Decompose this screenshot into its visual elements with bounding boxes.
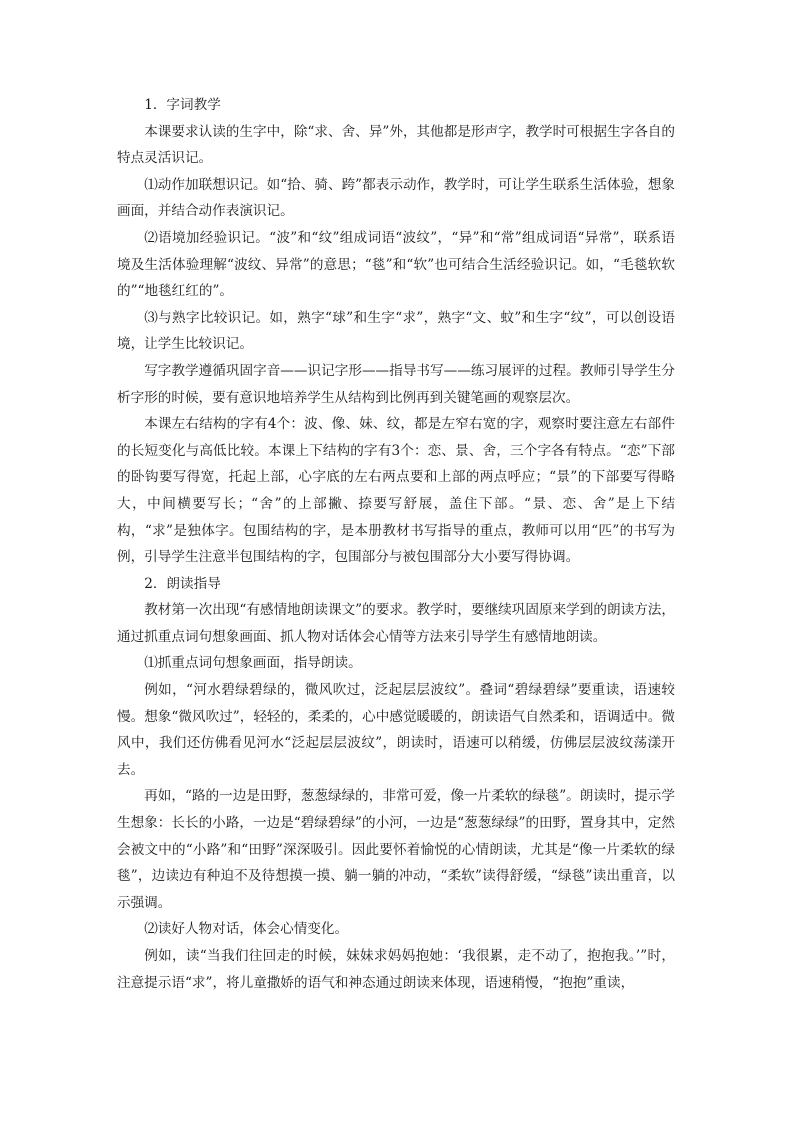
paragraph: 写字教学遵循巩固字音——识记字形——指导书写——练习展评的过程。教师引导学生分析字形的时候，要有意识地培养学生从结构到比例再到关键笔画的观察层次。 bbox=[117, 362, 675, 406]
paragraph: 例如，“河水碧绿碧绿的，微风吹过，泛起层层波纹”。叠词“碧绿碧绿”要重读，语速较慢。想象“微风吹过”，轻轻的，柔柔的，心中感觉暖暖的，朗读语气自然柔和，语调适中。微风中，我们还仿佛看见河水“泛起层层波纹”，朗读时，语速可以稍缓，仿佛层层波纹荡漾开去。 bbox=[117, 682, 675, 778]
paragraph: ⑶与熟字比较识记。如，熟字“球”和生字“求”，熟字“文、蚊”和生字“纹”，可以创设语境，让学生比较识记。 bbox=[117, 309, 675, 353]
paragraph: 本课要求认读的生字中，除“求、舍、异”外，其他都是形声字，教学时可根据生字各自的特点灵活识记。 bbox=[117, 123, 675, 167]
paragraph: ⑴动作加联想识记。如“拾、骑、跨”都表示动作，教学时，可让学生联系生活体验，想象画面，并结合动作表演识记。 bbox=[117, 176, 675, 220]
paragraph: 教材第一次出现“有感情地朗读课文”的要求。教学时，要继续巩固原来学到的朗读方法，通过抓重点词句想象画面、抓人物对话体会心情等方法来引导学生有感情地朗读。 bbox=[117, 602, 675, 645]
paragraph: 再如，“路的一边是田野，葱葱绿绿的，非常可爱，像一片柔软的绿毯”。朗读时，提示学生想象：长长的小路，一边是“碧绿碧绿”的小河，一边是“葱葱绿绿”的田野，置身其中，定然会被文中的“小路”和“田野”深深吸引。因此要怀着愉悦的心情朗读，尤其是“像一片柔软的绿毯”，边读边有种迫不及待想摸一摸、躺一躺的冲动，“柔软”读得舒缓，“绿毯”读出重音，以示强调。 bbox=[117, 788, 675, 911]
document-body bbox=[117, 92, 675, 996]
paragraph: ⑵语境加经验识记。“波”和“纹”组成词语“波纹”，“异”和“常”组成词语“异常”，联系语境及生活体验理解“波纹、异常”的意思；“毯”和“软”也可结合生活经验识记。如，“毛毯软软的”“地毯红红的”。 bbox=[117, 229, 675, 300]
paragraph: 本课左右结构的字有4个：波、像、妹、纹，都是左窄右宽的字，观察时要注意左右部件的长短变化与高低比较。本课上下结构的字有3个：恋、景、舍，三个字各有特点。“恋”下部的卧钩要写得宽，托起上部，心字底的左右两点要和上部的两点呼应；“景”的下部要写得略大，中间横要写长；“舍”的上部撇、捺要写舒展，盖住下部。“景、恋、舍”是上下结构，“求”是独体字。包围结构的字，是本册教材书写指导的重点，教师可以用“匹”的书写为例，引导学生注意半包围结构的字，包围部分与被包围部分大小要写得协调。 bbox=[117, 416, 675, 566]
paragraph: ⑴抓重点词句想象画面，指导朗读。 bbox=[144, 655, 362, 672]
section-heading-word-teaching: 1．字词教学 bbox=[144, 97, 221, 113]
section-heading-reading-guidance: 2．朗读指导 bbox=[144, 575, 221, 592]
paragraph: ⑵读好人物对话，体会心情变化。 bbox=[144, 921, 349, 938]
paragraph: 例如，读“当我们往回走的时候，妹妹求妈妈抱她：‘我很累，走不动了，抱抱我。’”时，注意提示语“求”，将儿童撒娇的语气和神态通过朗读来体现，语速稍慢，“抱抱”重读， bbox=[117, 948, 675, 991]
